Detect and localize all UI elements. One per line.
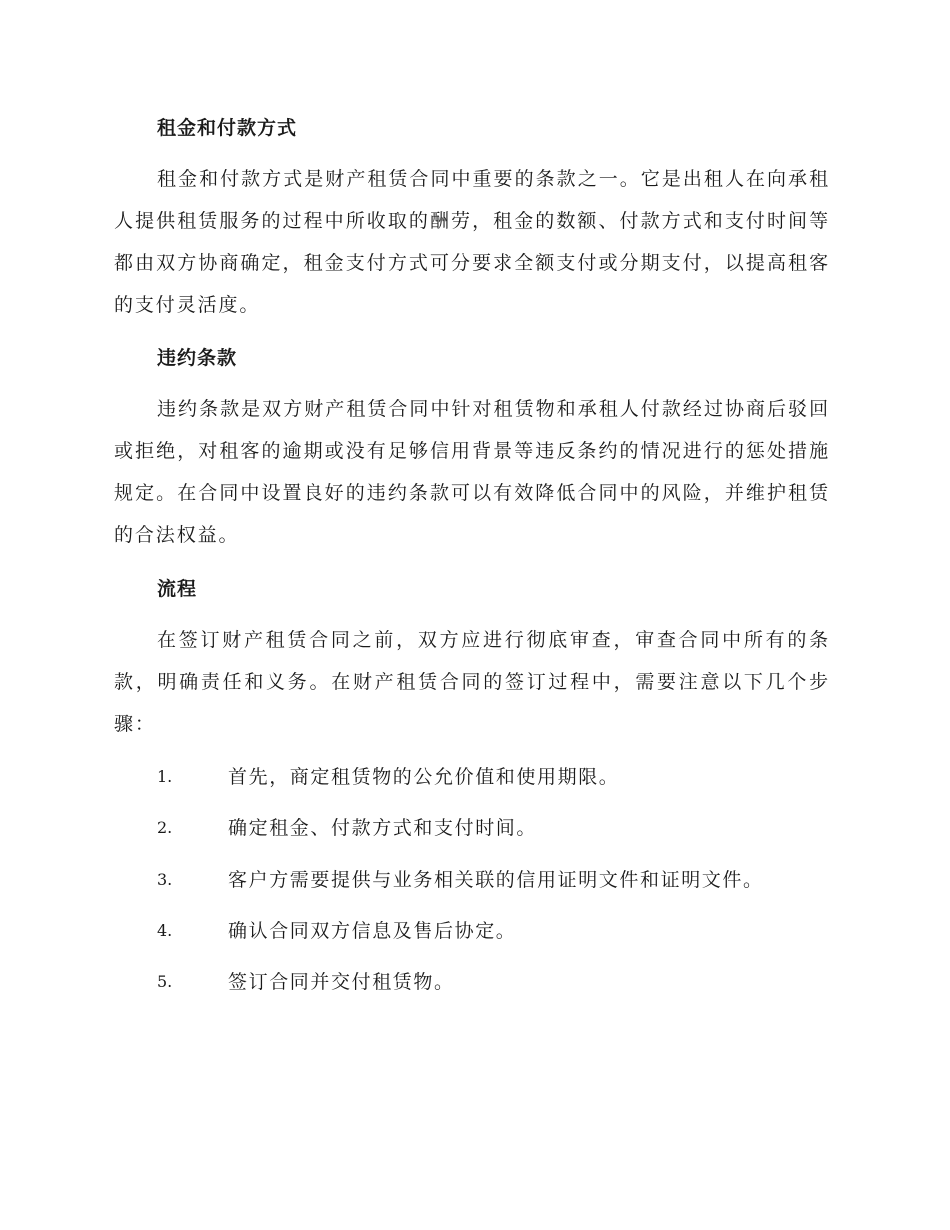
section-paragraph-breach: 违约条款是双方财产租赁合同中针对租赁物和承租人付款经过协商后驳回或拒绝，对租客的逾期或没有足够信用背景等违反条约的情况进行的惩处措施规定。在合同中设置良好的违约条款可以有效降低合同中的风险，并维护租赁的合法权益。 [114, 398, 830, 546]
list-item-text: 签订合同并交付租赁物。 [228, 971, 455, 993]
section-heading-rent-payment: 租金和付款方式 [157, 117, 298, 139]
list-item-number: 3. [157, 870, 173, 889]
section-paragraph-rent-payment: 租金和付款方式是财产租赁合同中重要的条款之一。它是出租人在向承租人提供租赁服务的过程中所收取的酬劳，租金的数额、付款方式和支付时间等都由双方协商确定，租金支付方式可分要求全额支付或分期支付，以提高租客的支付灵活度。 [114, 168, 830, 316]
section-heading-breach: 违约条款 [157, 347, 238, 369]
section-heading-process: 流程 [157, 578, 198, 600]
section-paragraph-process: 在签订财产租赁合同之前，双方应进行彻底审查，审查合同中所有的条款，明确责任和义务。在财产租赁合同的签订过程中，需要注意以下几个步骤： [114, 629, 830, 735]
list-item-number: 4. [157, 921, 173, 940]
list-item-text: 首先，商定租赁物的公允价值和使用期限。 [228, 766, 620, 788]
list-item-text: 确认合同双方信息及售后协定。 [228, 920, 517, 942]
list-item-number: 2. [157, 818, 173, 837]
list-item-number: 5. [157, 972, 173, 991]
list-item-text: 确定租金、付款方式和支付时间。 [228, 817, 538, 839]
list-item-number: 1. [157, 767, 173, 786]
list-item-text: 客户方需要提供与业务相关联的信用证明文件和证明文件。 [228, 869, 764, 891]
